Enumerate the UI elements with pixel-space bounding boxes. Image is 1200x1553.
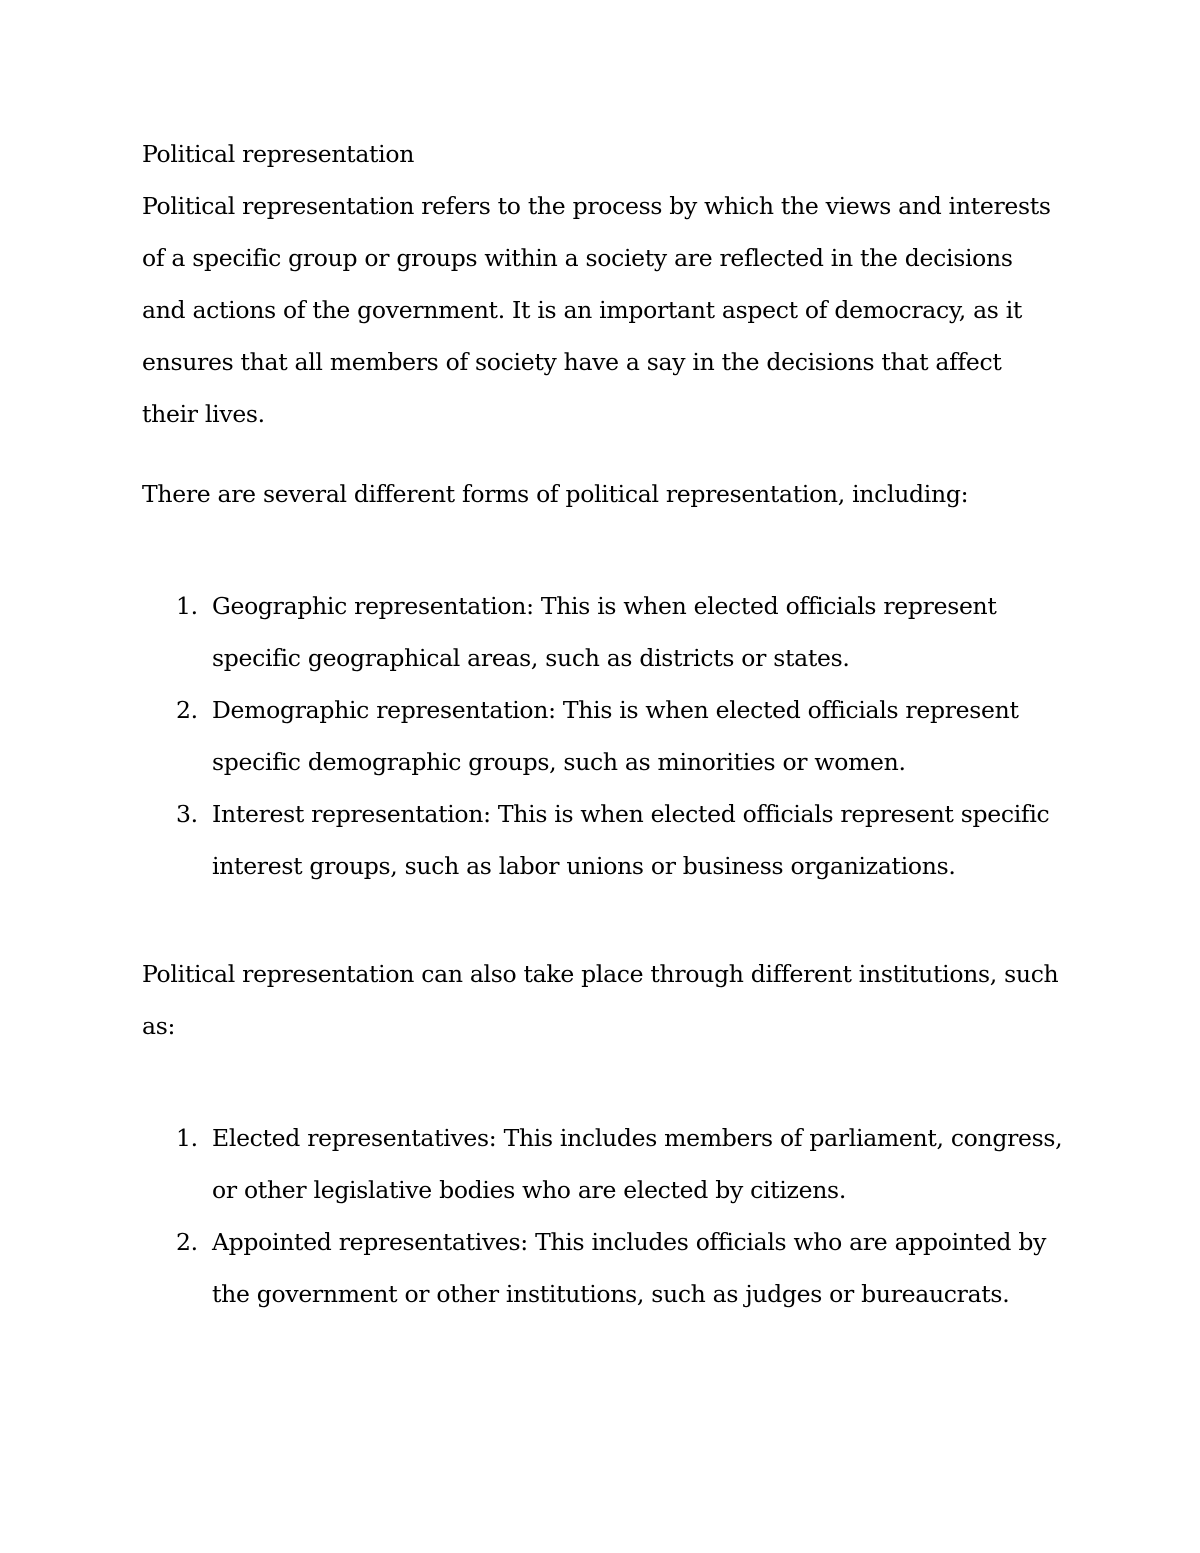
list-item	[142, 1216, 1072, 1320]
list-item-text: Geographic representation: This is when elected officials represent specific geographical areas, such as districts or states.	[212, 592, 997, 672]
list-item-text: Demographic representation: This is when elected officials represent specific demographic groups, such as minorities or women.	[212, 696, 1019, 776]
list-item	[142, 1112, 1072, 1216]
list-item	[142, 580, 1072, 684]
institutions-intro-paragraph: Political representation can also take place through different institutions, such as:	[142, 960, 1059, 1040]
list-item-text: Elected representatives: This includes members of parliament, congress, or other legislative bodies who are elected by citizens.	[212, 1124, 1063, 1204]
list-item-number: 3.	[176, 800, 198, 828]
forms-intro-paragraph: There are several different forms of political representation, including:	[142, 480, 969, 508]
list-item-number: 2.	[176, 696, 198, 724]
list-item-number: 2.	[176, 1228, 198, 1256]
list-item-number: 1.	[176, 592, 198, 620]
list-item	[142, 684, 1072, 788]
intro-paragraph: Political representation refers to the process by which the views and interests of a specific group or groups within a society are reflected in the decisions and actions of the government. It is an important aspect of democracy, as it ensures that all members of society have a say in the decisions that affect their lives.	[142, 192, 1051, 428]
list-item-text: Interest representation: This is when elected officials represent specific interest groups, such as labor unions or business organizations.	[212, 800, 1050, 880]
list-item-text: Appointed representatives: This includes officials who are appointed by the government or other institutions, such as judges or bureaucrats.	[212, 1228, 1047, 1308]
document-title: Political representation	[142, 140, 415, 168]
institutions-list	[142, 1112, 1072, 1320]
list-item	[142, 788, 1072, 892]
list-item-number: 1.	[176, 1124, 198, 1152]
forms-list	[142, 580, 1072, 892]
